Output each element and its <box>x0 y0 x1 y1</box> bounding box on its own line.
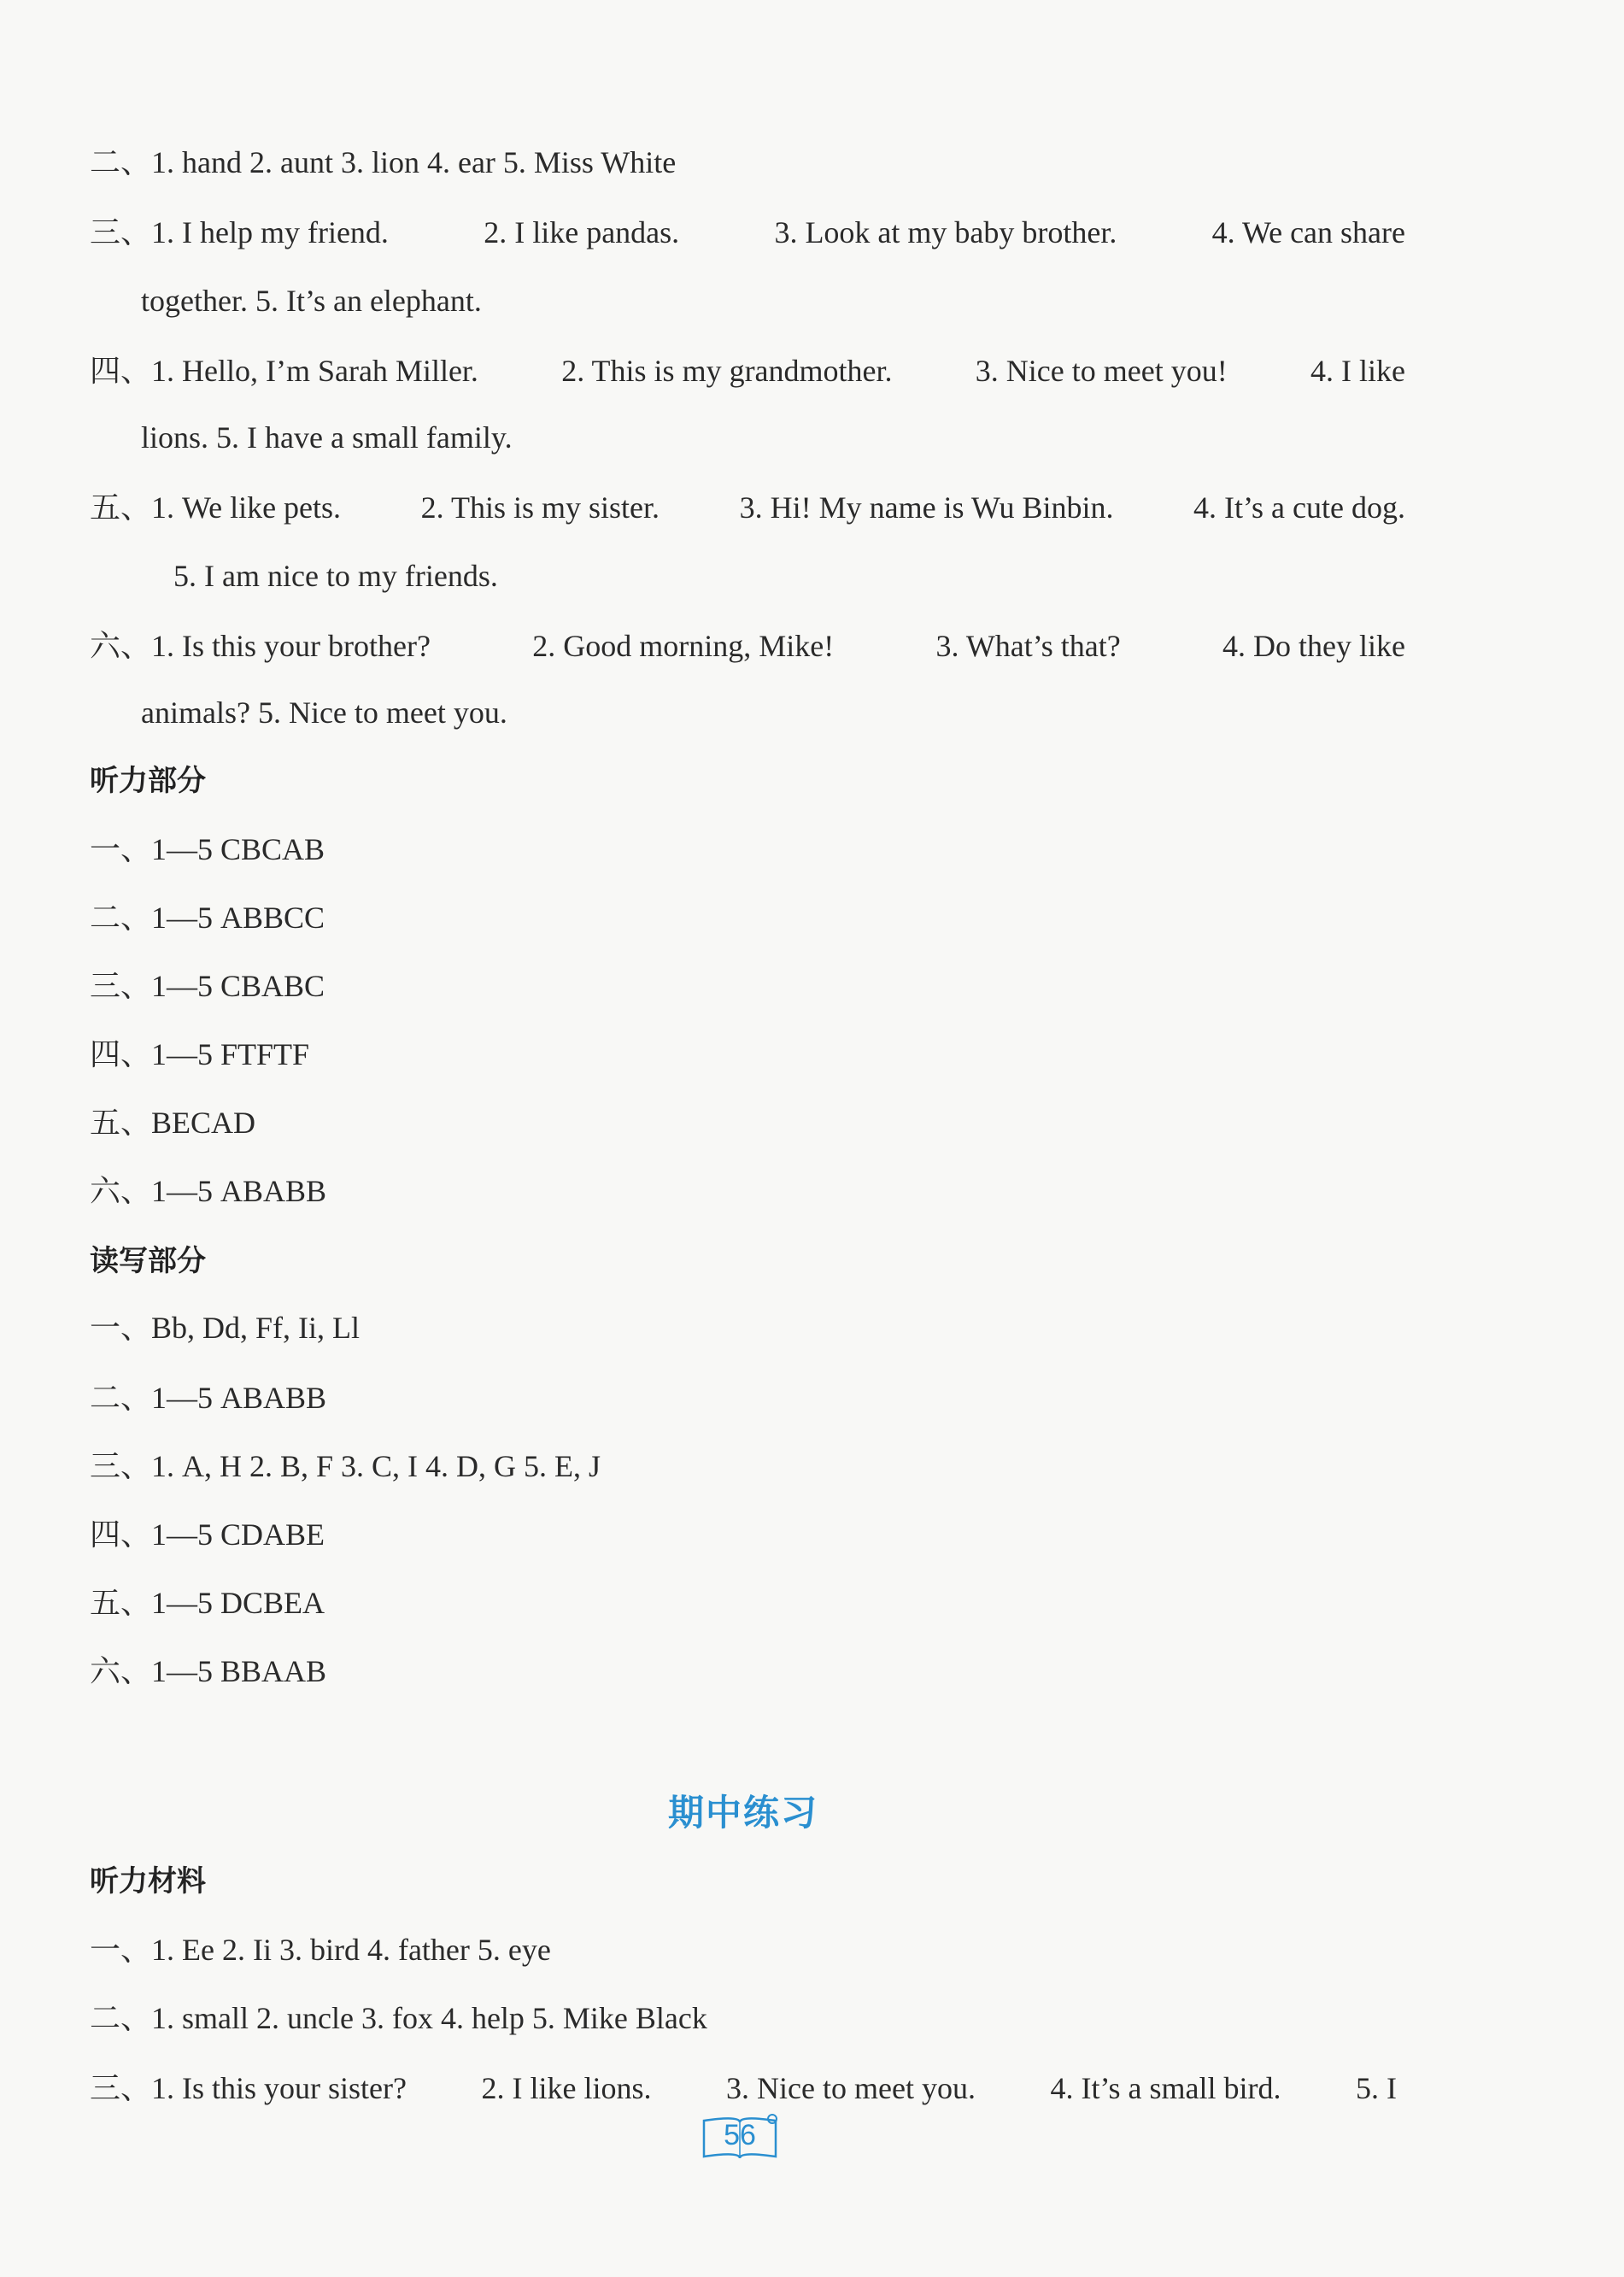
answer-part: 3. Hi! My name is Wu Binbin. <box>739 490 1114 525</box>
answer-line-3 <box>90 210 1405 255</box>
answer-part: 三、1. Is this your sister? <box>90 2071 407 2105</box>
listening-answer-6: 六、1—5 ABABB <box>90 1174 327 1208</box>
answer-line-6 <box>90 624 1405 668</box>
reading-answer-3: 三、1. A, H 2. B, F 3. C, I 4. D, G 5. E, J <box>90 1449 601 1483</box>
reading-answer-2: 二、1—5 ABABB <box>90 1381 327 1415</box>
answer-part: 2. Good morning, Mike! <box>532 629 835 663</box>
page-number: 56 <box>724 2119 756 2151</box>
answer-part: 2. I like pandas. <box>484 215 680 249</box>
listening-heading: 听力部分 <box>90 764 206 798</box>
material-line-2: 二、1. small 2. uncle 3. fox 4. help 5. Mike Black <box>90 2001 707 2035</box>
answer-part: 三、1. I help my friend. <box>90 215 389 249</box>
answer-part: 五、1. We like pets. <box>90 490 342 525</box>
reading-answer-4: 四、1—5 CDABE <box>90 1517 325 1552</box>
reading-answer-6: 六、1—5 BBAAB <box>90 1654 327 1688</box>
answer-part: 3. Nice to meet you! <box>975 354 1228 388</box>
page-number-badge <box>699 2114 781 2163</box>
answer-part: 2. I like lions. <box>481 2071 652 2105</box>
material-line-3 <box>90 2066 1397 2110</box>
answer-part: 5. I <box>1355 2071 1397 2105</box>
answer-line-4 <box>90 349 1405 393</box>
answer-part: 4. Do they like <box>1222 629 1405 663</box>
answer-part: 4. It’s a cute dog. <box>1193 490 1405 525</box>
listening-answer-5: 五、BECAD <box>90 1106 256 1140</box>
answer-part: 六、1. Is this your brother? <box>90 629 431 663</box>
answer-part: 3. What’s that? <box>935 629 1121 663</box>
listening-answer-4: 四、1—5 FTFTF <box>90 1037 310 1071</box>
answer-part: 3. Look at my baby brother. <box>774 215 1117 249</box>
answer-line-5 <box>90 485 1405 530</box>
answer-line-4-cont: lions. 5. I have a small family. <box>141 420 513 455</box>
reading-answer-1: 一、Bb, Dd, Ff, Ii, Ll <box>90 1311 361 1345</box>
answer-part: 4. I like <box>1310 354 1405 388</box>
listening-answer-3: 三、1—5 CBABC <box>90 969 325 1003</box>
answer-part: 4. We can share <box>1211 215 1405 249</box>
answer-line-3-cont: together. 5. It’s an elephant. <box>141 284 482 318</box>
answer-part: 2. This is my grandmother. <box>561 354 893 388</box>
answer-part: 3. Nice to meet you. <box>726 2071 976 2105</box>
material-heading: 听力材料 <box>90 1864 206 1898</box>
material-line-1: 一、1. Ee 2. Ii 3. bird 4. father 5. eye <box>90 1933 551 1967</box>
midterm-title: 期中练习 <box>667 1792 818 1834</box>
answer-line-5-cont: 5. I am nice to my friends. <box>173 559 498 593</box>
answer-part: 四、1. Hello, I’m Sarah Miller. <box>90 354 478 388</box>
listening-answer-1: 一、1—5 CBCAB <box>90 832 325 866</box>
answer-line-2: 二、1. hand 2. aunt 3. lion 4. ear 5. Miss White <box>90 145 677 179</box>
listening-answer-2: 二、1—5 ABBCC <box>90 901 325 935</box>
reading-heading: 读写部分 <box>90 1244 206 1278</box>
reading-answer-5: 五、1—5 DCBEA <box>90 1586 325 1620</box>
answer-part: 2. This is my sister. <box>420 490 660 525</box>
answer-part: 4. It’s a small bird. <box>1050 2071 1281 2105</box>
answer-line-6-cont: animals? 5. Nice to meet you. <box>141 695 507 730</box>
